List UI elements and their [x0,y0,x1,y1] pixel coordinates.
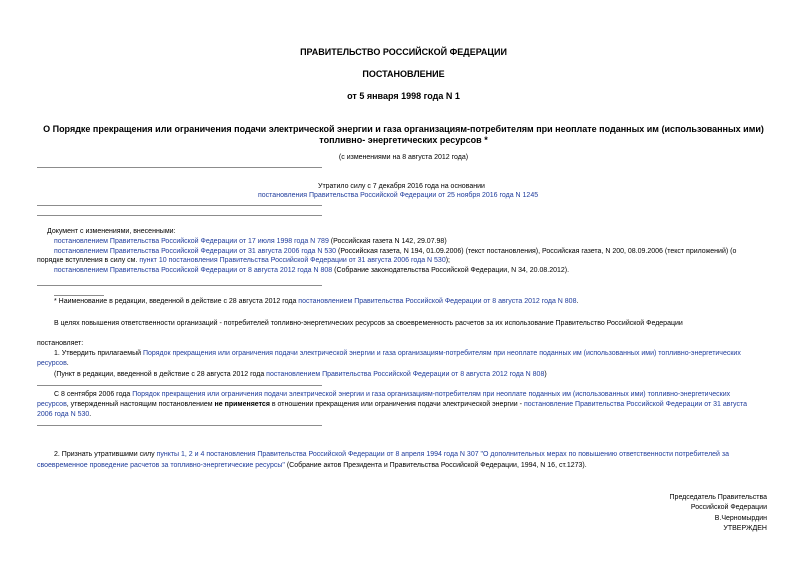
approved-label: УТВЕРЖДЕН [723,525,767,532]
amendment-link[interactable]: постановлением Правительства Российской Федерации от 8 августа 2012 года N 808 [266,371,545,378]
signature-name: В.Черномырдин [714,515,767,522]
lapsed-text: Утратило силу с 7 декабря 2016 года на основании [318,183,485,190]
signature-title: Председатель Правительства [669,494,767,501]
divider [37,425,322,426]
repealed-points-link[interactable]: пункты 1, 2 и 4 постановления Правительства Российской Федерации от 8 апреля 1994 года N 307 "О дополнительных мерах по повышению ответственности потребителей за [156,451,730,458]
procedure-link[interactable]: ресурсов [37,401,67,408]
amendment-link[interactable]: постановлением Правительства Российской Федерации от 17 июля 1998 года N 789 [54,238,329,245]
document-date-number: от 5 января 1998 года N 1 [347,91,460,101]
divider [37,385,322,386]
title-line-2: топливно- энергетических ресурсов * [319,135,488,145]
paragraph-2: 2. Признать утратившими силу пункты 1, 2 и 4 постановления Правительства Российской Федерации от 8 апреля 1994 года N 307 "О дополнительных мерах по повышению ответственности потребителей за [54,451,730,458]
footnote: * Наименование в редакции, введенной в действие с 28 августа 2012 года постановлением Правительства Российской Федерации от 8 августа 2012 года N 808. [54,298,579,305]
decides: постановляет: [37,340,84,347]
amendment-link[interactable]: постановлением Правительства Российской Федерации от 31 августа 2006 года N 530 [54,248,337,255]
footnote-divider [54,295,104,296]
document-type: ПОСТАНОВЛЕНИЕ [362,69,445,79]
title-line-1: О Порядке прекращения или ограничения подачи электрической энергии и газа организациям-потребителям при неоплате поданных им (использованных ими) [43,124,764,134]
amendment-link[interactable]: постановлением Правительства Российской Федерации от 8 августа 2012 года N 808 [54,267,333,274]
repealed-points-link[interactable]: своевременное проведение расчетов за топливно-энергетические ресурсы" [37,462,285,469]
notice-line-3: 2006 года N 530. [37,411,92,418]
changes-intro: Документ с изменениями, внесенными: [47,228,176,235]
amendment-link[interactable]: пункт 10 постановления Правительства Российской Федерации от 31 августа 2006 года N 530 [139,257,446,264]
procedure-link[interactable]: Порядок прекращения или ограничения подачи электрической энергии и газа организациям-потребителям при неоплате поданных им (использованных ими) топливно-энергетических [142,350,741,357]
amendment-note: (с изменениями на 8 августа 2012 года) [338,154,469,161]
footnote-link[interactable]: постановлением Правительства Российской Федерации от 8 августа 2012 года N 808 [298,298,577,305]
divider [37,167,322,168]
divider [37,285,322,286]
decree-530-link[interactable]: 2006 года N 530 [37,411,90,418]
list-item: постановлением Правительства Российской Федерации от 17 июля 1998 года N 789 (Российская газета N 142, 29.07.98) [54,238,447,245]
list-item: постановлением Правительства Российской Федерации от 8 августа 2012 года N 808 (Собрание законодательства Российской Федерации, N 34, 20.08.2012). [54,267,570,274]
government-title: ПРАВИТЕЛЬСТВО РОССИЙСКОЙ ФЕДЕРАЦИИ [300,47,507,57]
list-item: постановлением Правительства Российской Федерации от 31 августа 2006 года N 530 (Российская газета, N 194, 01.09.2006) (текст постановления), Российская газета, N 200, 08.09.2006 (текст приложений) (о [54,248,737,255]
paragraph-1: 1. Утвердить прилагаемый Порядок прекращения или ограничения подачи электрической энергии и газа организациям-потребителям при неоплате поданных им (использованных ими) топливно-энергетических [54,350,741,357]
paragraph-1-note: (Пункт в редакции, введенной в действие с 28 августа 2012 года постановлением Правительства Российской Федерации от 8 августа 2012 года N 808) [54,371,547,378]
paragraph-1-cont: ресурсов. [37,360,69,367]
procedure-link[interactable]: Порядок прекращения или ограничения подачи электрической энергии и газа организациям-потребителям при неоплате поданных им (использованных ими) топливно-энергетических [132,391,731,398]
list-item: порядке вступления в силу см. пункт 10 постановления Правительства Российской Федерации от 31 августа 2006 года N 530); [37,257,450,264]
signature-org: Российской Федерации [690,504,767,511]
decree-530-link[interactable]: постановление Правительства Российской Федерации от 31 августа [523,401,747,408]
notice-line-1: С 8 сентября 2006 года Порядок прекращения или ограничения подачи электрической энергии и газа организациям-потребителям при неоплате поданных им (использованных ими) топливно-энергетических [54,391,731,398]
divider [37,215,322,216]
lapsed-link[interactable]: постановления Правительства Российской Федерации от 25 ноября 2016 года N 1245 [258,192,539,199]
divider [37,205,322,206]
preamble: В целях повышения ответственности организаций - потребителей топливно-энергетических ресурсов за своевременность расчетов за их использование Правительство Российской Федерации [54,320,683,327]
procedure-link[interactable]: ресурсов [37,360,67,367]
paragraph-2-cont: своевременное проведение расчетов за топливно-энергетические ресурсы" (Собрание актов Президента и Правительства Российской Федерации, 1994, N 16, ст.1273). [37,462,587,469]
notice-line-2: ресурсов, утвержденный настоящим постановлением не применяется в отношении прекращения или ограничения подачи электрической энергии - постановление Правительства Российской Федерации от 31 августа [37,401,747,408]
